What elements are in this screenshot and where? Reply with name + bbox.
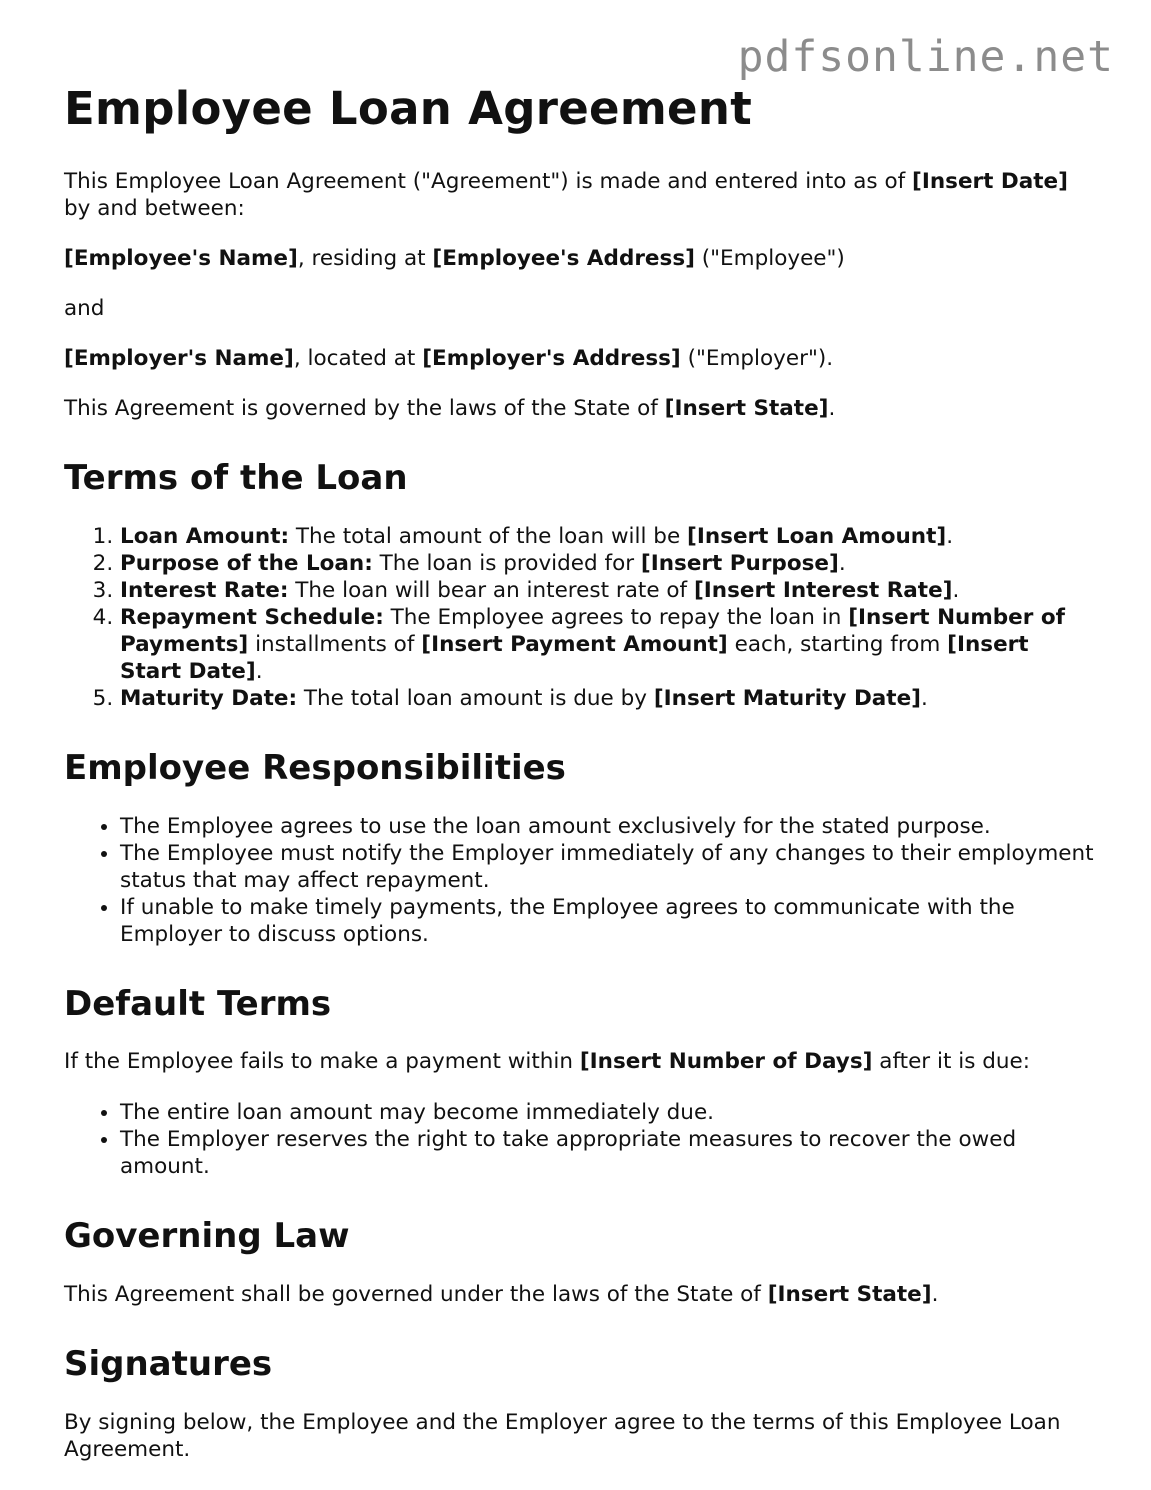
- list-item: 4. Repayment Schedule: The Employee agrees to repay the loan in [Insert Number of Payments] installments of [Insert Payment Amount] each, starting from [Insert Start Date].: [120, 604, 1094, 685]
- heading-default-terms: Default Terms: [64, 983, 332, 1024]
- terms-list: [64, 523, 1094, 712]
- watermark: pdfsonline.net: [737, 32, 1114, 82]
- list-item: • If unable to make timely payments, the Employee agrees to communicate with the Employer to discuss options.: [120, 894, 1094, 948]
- governing-text: This Agreement shall be governed under the laws of the State of [Insert State].: [64, 1282, 939, 1308]
- placeholder-state: [Insert State]: [767, 1282, 932, 1308]
- list-item: 5. Maturity Date: The total loan amount is due by [Insert Maturity Date].: [120, 685, 1094, 712]
- placeholder-employee-address: [Employee's Address]: [432, 246, 695, 271]
- heading-responsibilities: Employee Responsibilities: [64, 747, 566, 788]
- document-title: Employee Loan Agreement: [64, 82, 753, 135]
- placeholder-employee-name: [Employee's Name]: [64, 246, 298, 271]
- list-item: • The Employer reserves the right to take appropriate measures to recover the owed amount.: [120, 1126, 1094, 1180]
- placeholder-days: [Insert Number of Days]: [579, 1049, 873, 1075]
- heading-terms: Terms of the Loan: [64, 458, 408, 498]
- list-item: 1. Loan Amount: The total amount of the loan will be [Insert Loan Amount].: [120, 523, 1094, 550]
- heading-governing-law: Governing Law: [64, 1216, 350, 1257]
- list-item: 2. Purpose of the Loan: The loan is provided for [Insert Purpose].: [120, 550, 1094, 577]
- default-intro: If the Employee fails to make a payment within [Insert Number of Days] after it is due:: [64, 1049, 1030, 1075]
- placeholder-date: [Insert Date]: [912, 169, 1068, 194]
- placeholder-state: [Insert State]: [664, 396, 829, 421]
- and-text: and: [64, 296, 105, 321]
- governed-statement: This Agreement is governed by the laws of the State of [Insert State].: [64, 396, 836, 421]
- placeholder-employer-address: [Employer's Address]: [422, 346, 681, 371]
- list-item: • The Employee must notify the Employer immediately of any changes to their employment status that may affect repayment.: [120, 840, 1094, 894]
- list-item: • The Employee agrees to use the loan amount exclusively for the stated purpose.: [120, 813, 1094, 840]
- default-list: [64, 1099, 1094, 1180]
- responsibilities-list: [64, 813, 1094, 948]
- employer-party: [Employer's Name], located at [Employer's Address] ("Employer").: [64, 346, 834, 371]
- signatures-text: By signing below, the Employee and the Employer agree to the terms of this Employee Loan Agreement.: [64, 1409, 1061, 1462]
- placeholder-employer-name: [Employer's Name]: [64, 346, 294, 371]
- heading-signatures: Signatures: [64, 1344, 273, 1385]
- list-item: • The entire loan amount may become immediately due.: [120, 1099, 1094, 1126]
- list-item: 3. Interest Rate: The loan will bear an interest rate of [Insert Interest Rate].: [120, 577, 1094, 604]
- intro-paragraph: This Employee Loan Agreement ("Agreement") is made and entered into as of [Insert Date] by and between:: [64, 169, 1068, 221]
- document-body: [64, 82, 1094, 1463]
- employee-party: [Employee's Name], residing at [Employee's Address] ("Employee"): [64, 246, 845, 271]
